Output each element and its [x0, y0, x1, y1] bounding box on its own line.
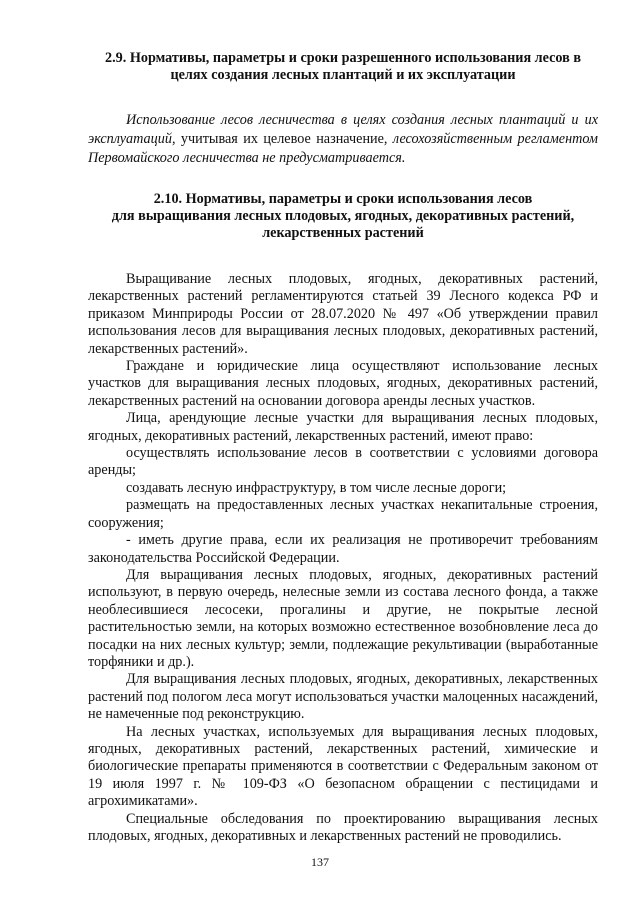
page-content	[88, 50, 598, 845]
section-2-9-text-italic-2: лесохозяйственным регламентом Первомайского лесничества не предусматривается.	[88, 131, 598, 166]
section-2-9-heading-line-1: 2.9. Нормативы, параметры и сроки разрешенного использования лесов в	[104, 50, 582, 66]
section-2-9-heading	[88, 50, 598, 84]
list-item: размещать на предоставленных лесных участках некапитальные строения, сооружения;	[88, 497, 598, 531]
paragraph: Специальные обследования по проектированию выращивания лесных плодовых, ягодных, декоративных и лекарственных растений не проводились.	[88, 810, 598, 844]
list-item: осуществлять использование лесов в соответствии с условиями договора аренды;	[88, 445, 598, 479]
page-number: 137	[311, 855, 329, 869]
section-2-10-body	[88, 271, 598, 845]
section-2-9-text	[88, 111, 598, 168]
list-item: создавать лесную инфраструктуру, в том числе лесные дороги;	[126, 479, 507, 496]
list-item: - иметь другие права, если их реализация не противоречит требованиям законодательства Российской Федерации.	[88, 532, 598, 566]
section-2-10-heading-line-3: лекарственных растений	[262, 225, 424, 241]
paragraph: Для выращивания лесных плодовых, ягодных, декоративных растений используют, в первую очередь, нелесные земли из состава лесного фонда, а также необлесившиеся лесосеки, прогалины и другие, не покрытые лесной растительностью земли, на которых возможно естественное возобновление леса до посадки на них лесных культур; земли, подлежащие рекультивации (выработанные торфяники и др.).	[88, 566, 598, 670]
section-2-10-heading-line-1: 2.10. Нормативы, параметры и сроки использования лесов	[153, 191, 533, 207]
paragraph: Для выращивания лесных плодовых, ягодных, декоративных, лекарственных растений под пологом леса могут использоваться участки малоценных насаждений, не намеченные под реконструкцию.	[88, 671, 598, 723]
paragraph: На лесных участках, используемых для выращивания лесных плодовых, ягодных, декоративных растений, лекарственных растений, химические и биологические препараты применяются в соответствии с Федеральным законом от 19 июля 1997 г. № 109-ФЗ «О безопасном обращении с пестицидами и агрохимикатами».	[88, 723, 598, 810]
section-2-9-heading-line-2: целях создания лесных плантаций и их эксплуатации	[170, 67, 516, 83]
section-2-10-heading	[88, 191, 598, 242]
section-2-9-text-regular: , учитывая их целевое назначение,	[171, 131, 393, 147]
paragraph: Граждане и юридические лица осуществляют использование лесных участков для выращивания лесных плодовых, ягодных, декоративных растений, лекарственных растений на основании договора аренды лесных участков.	[88, 358, 598, 409]
section-2-9-text-italic-1: Использование лесов лесничества в целях создания лесных плантаций и их эксплуатаций	[88, 112, 598, 147]
paragraph: Лица, арендующие лесные участки для выращивания лесных плодовых, ягодных, декоративных растений, лекарственных растений, имеют право:	[88, 410, 598, 444]
paragraph: Выращивание лесных плодовых, ягодных, декоративных растений, лекарственных растений регламентируются статьей 39 Лесного кодекса РФ и приказом Минприроды России от 28.07.2020 № 497 «Об утверждении правил использования лесов для выращивания лесных плодовых, декоративных растений, лекарственных растений».	[88, 271, 598, 357]
section-2-10-heading-line-2: для выращивания лесных плодовых, ягодных, декоративных растений,	[111, 208, 575, 224]
